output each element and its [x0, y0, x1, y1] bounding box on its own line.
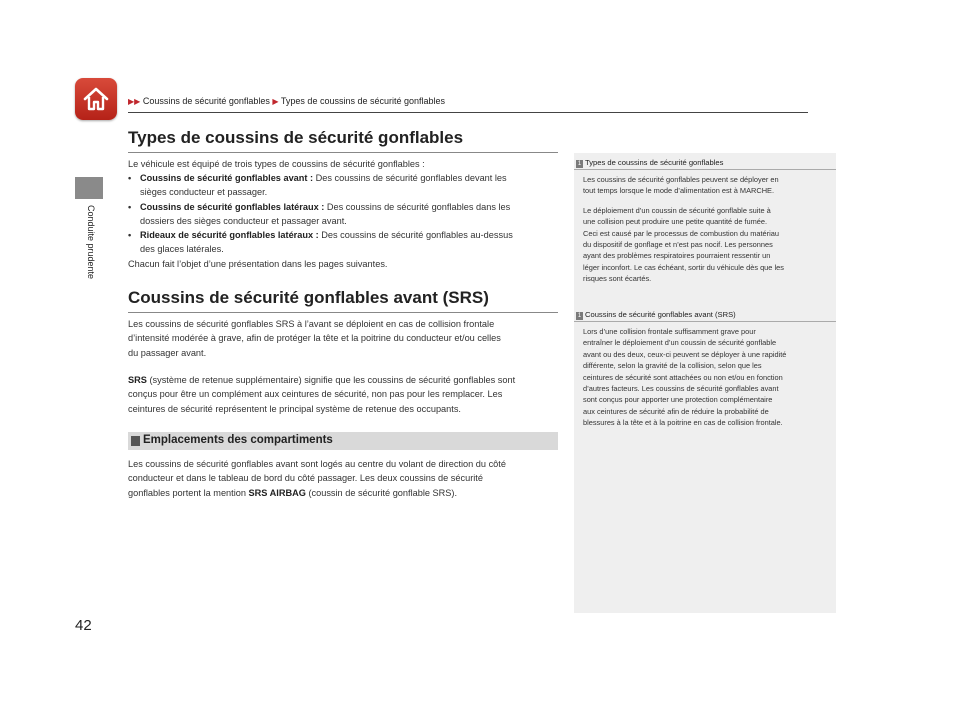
- note-title-front-srs[interactable]: 1 Coussins de sécurité gonflables avant (SRS): [577, 310, 736, 319]
- note-body-front-srs: Lors d’une collision frontale suffisamment grave pour entraîner le déploiement d’un coussin de sécurité gonflable avant ou des deux, ceux-ci peuvent se déployer à une rapidité différente, selon la gravité de la collision, selon que les ceintures de sécurité sont attachées ou non et/ou en fonction d’autres facteurs. Les coussins de sécurité gonflables avant sont conçus pour apporter une protection complémentaire aux ceintures de sécurité afin de réduire la probabilité de blessures à la tête et à la poitrine en cas de collision frontale.: [583, 327, 787, 428]
- list-item: • Rideaux de sécurité gonflables latéraux : Des coussins de sécurité gonflables au-dessus des glaces latérales.: [128, 230, 513, 255]
- bullet-icon: •: [128, 201, 132, 212]
- section-title-types: Types de coussins de sécurité gonflables: [128, 128, 558, 153]
- srs-paragraph-1: Les coussins de sécurité gonflables SRS à l’avant se déploient en cas de collision frontale d’intensité modérée à grave, afin de protéger la tête et la poitrine du conducteur et/ou celles du passager avant.: [128, 319, 501, 358]
- section-tab-label: Conduite prudente: [86, 205, 96, 280]
- breadcrumb-current: Types de coussins de sécurité gonflables: [280, 96, 446, 106]
- bullet-icon: •: [128, 230, 132, 241]
- note-divider: [574, 169, 836, 170]
- home-button[interactable]: [75, 78, 117, 120]
- note-title-types[interactable]: 1 Types de coussins de sécurité gonflables: [577, 158, 724, 167]
- srs-paragraph-2: SRS (système de retenue supplémentaire) signifie que les coussins de sécurité gonflables sont conçus pour être un complément aux ceintures de sécurité, non pas pour les remplacer. Les ceintures de sécurité représentent le principal système de retenue des occupants.: [128, 375, 516, 414]
- section-title-front-srs: Coussins de sécurité gonflables avant (SRS): [128, 288, 558, 313]
- subheading-compartments: Emplacements des compartiments: [128, 432, 558, 450]
- bullet-icon: •: [128, 173, 132, 183]
- note-divider: [574, 321, 836, 322]
- breadcrumb-link-airbags[interactable]: Coussins de sécurité gonflables: [142, 96, 270, 106]
- note-body-types: Les coussins de sécurité gonflables peuvent se déployer en tout temps lorsque le mode d’alimentation est à MARCHE. Le déploiement d’un coussin de sécurité gonflable suite à une collision peut produire une petite quantité de fumée. Ceci est causé par le processus de combustion du matériau du dispositif de gonflage et n’est pas nocif. Les personnes ayant des problèmes respiratoires pourraient ressentir un léger inconfort. Le cas échéant, sortir du véhicule dès que les risques sont écartés.: [583, 175, 784, 284]
- square-bullet-icon: [131, 436, 140, 446]
- compartments-paragraph: Les coussins de sécurité gonflables avant sont logés au centre du volant de direction du côté conducteur et dans le tableau de bord du côté passager. Les deux coussins de sécurité gonflables portent la mention SRS AIRBAG (coussin de sécurité gonflable SRS).: [128, 459, 506, 498]
- note-number-icon: 1: [577, 313, 582, 319]
- closing-text: Chacun fait l’objet d’une présentation dans les pages suivantes.: [128, 258, 388, 269]
- note-number-icon: 1: [577, 161, 582, 167]
- intro-text: Le véhicule est équipé de trois types de coussins de sécurité gonflables :: [128, 159, 425, 169]
- breadcrumb-arrow-icon: ▶▶: [128, 97, 141, 106]
- list-item: • Coussins de sécurité gonflables latéraux : Des coussins de sécurité gonflables dans les dossiers des sièges conducteur et passager avant.: [128, 201, 511, 226]
- home-icon: [81, 84, 111, 114]
- breadcrumb: [128, 96, 445, 106]
- section-tab[interactable]: [75, 177, 103, 199]
- list-item: • Coussins de sécurité gonflables avant : Des coussins de sécurité gonflables devant les sièges conducteur et passager.: [128, 173, 507, 198]
- page-number: 42: [75, 617, 92, 634]
- breadcrumb-arrow-icon: ▶: [272, 97, 279, 106]
- breadcrumb-divider: [128, 112, 808, 113]
